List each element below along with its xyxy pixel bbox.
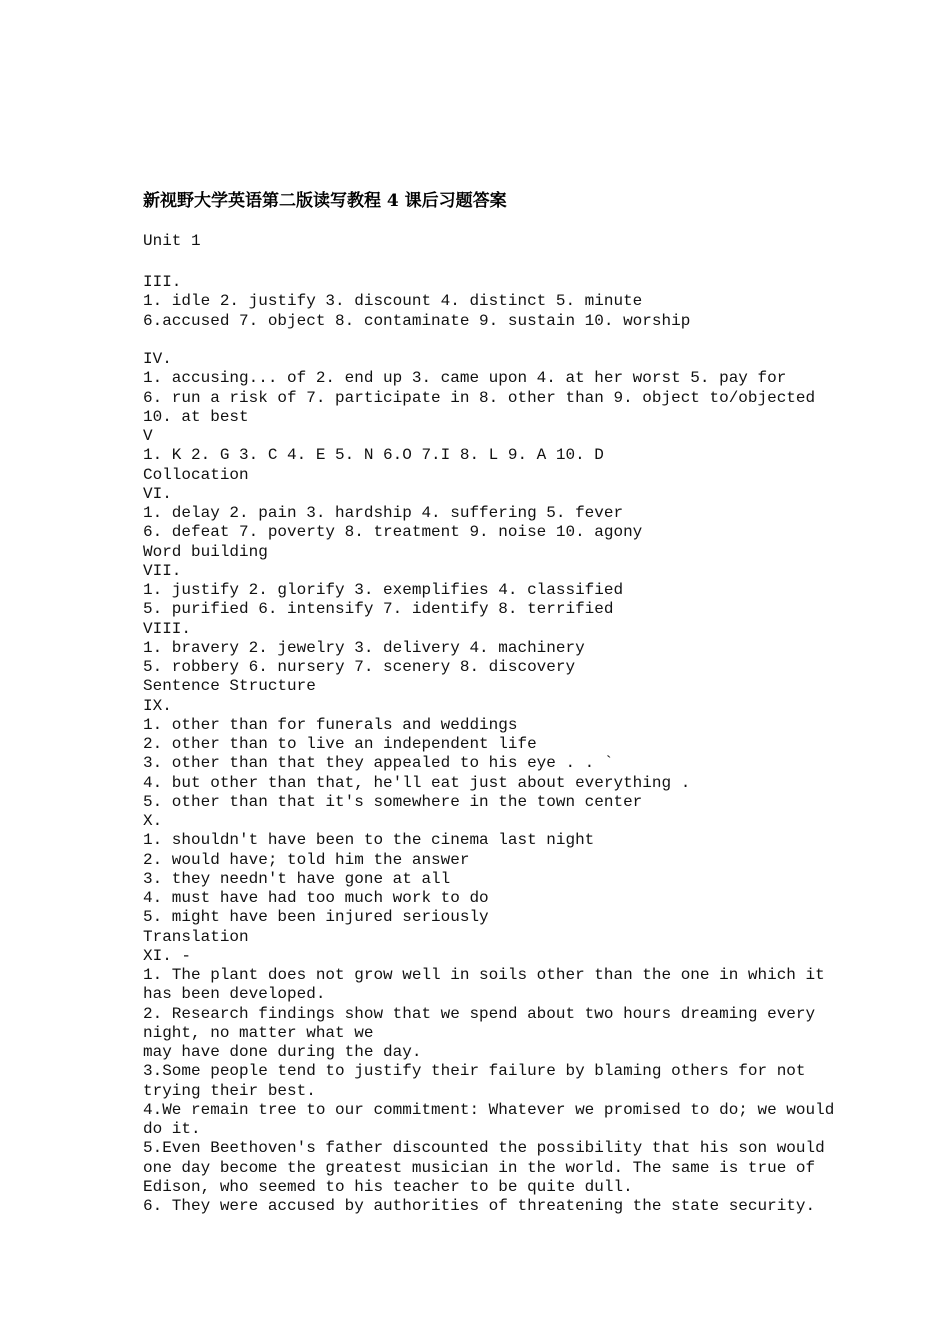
blank-line	[143, 331, 833, 350]
text-line: 2. other than to live an independent life	[143, 735, 537, 754]
text-line: Edison, who seemed to his teacher to be quite dull.	[143, 1177, 633, 1196]
text-line: 6. run a risk of 7. participate in 8. other than 9. object to/objected	[143, 388, 816, 407]
document-page	[143, 186, 833, 1216]
text-line: one day become the greatest musician in the world. The same is true of	[143, 1158, 816, 1177]
text-line: do it.	[143, 1120, 201, 1139]
text-line: 4. must have had too much work to do	[143, 889, 489, 908]
text-line: night, no matter what we	[143, 1023, 374, 1042]
text-line: 5. other than that it's somewhere in the town center	[143, 792, 643, 811]
text-line: has been developed.	[143, 985, 326, 1004]
text-line: 1. other than for funerals and weddings	[143, 715, 518, 734]
text-line: Word building	[143, 542, 268, 561]
text-line: 1. delay 2. pain 3. hardship 4. suffering 5. fever	[143, 504, 624, 523]
text-line: IV.	[143, 350, 172, 369]
text-line: 1. The plant does not grow well in soils other than the one in which it	[143, 966, 825, 985]
text-line: 6. They were accused by authorities of threatening the state security.	[143, 1197, 816, 1216]
text-line: 1. K 2. G 3. C 4. E 5. N 6.O 7.I 8. L 9. A 10. D	[143, 446, 604, 465]
text-line: Sentence Structure	[143, 677, 316, 696]
answer-text-body	[143, 273, 833, 1216]
text-line: VIII.	[143, 619, 192, 638]
text-line: III.	[143, 273, 182, 292]
text-line: trying their best.	[143, 1081, 316, 1100]
text-line: 2. Research findings show that we spend about two hours dreaming every	[143, 1004, 816, 1023]
text-line: Translation	[143, 927, 249, 946]
text-line: V	[143, 427, 153, 446]
text-line: 5. might have been injured seriously	[143, 908, 489, 927]
text-line: 4.We remain tree to our commitment: Whatever we promised to do; we would	[143, 1100, 835, 1119]
text-line: VI.	[143, 484, 172, 503]
text-line: 1. bravery 2. jewelry 3. delivery 4. machinery	[143, 638, 585, 657]
text-line: 6. defeat 7. poverty 8. treatment 9. noise 10. agony	[143, 523, 643, 542]
text-line: 3. other than that they appealed to his eye . . `	[143, 754, 614, 773]
text-line: 3. they needn't have gone at all	[143, 869, 451, 888]
document-title: 新视野大学英语第二版读写教程 4 课后习题答案	[143, 191, 507, 211]
unit-heading: Unit 1	[143, 232, 201, 250]
text-line: 1. justify 2. glorify 3. exemplifies 4. classified	[143, 581, 624, 600]
text-line: 5. robbery 6. nursery 7. scenery 8. discovery	[143, 658, 576, 677]
text-line: X.	[143, 812, 163, 831]
text-line: IX.	[143, 696, 172, 715]
text-line: 1. accusing... of 2. end up 3. came upon 4. at her worst 5. pay for	[143, 369, 787, 388]
text-line: Collocation	[143, 465, 249, 484]
text-line: 2. would have; told him the answer	[143, 850, 470, 869]
text-line: 6.accused 7. object 8. contaminate 9. sustain 10. worship	[143, 311, 691, 330]
text-line: 5. purified 6. intensify 7. identify 8. terrified	[143, 600, 614, 619]
text-line: VII.	[143, 561, 182, 580]
text-line: 5.Even Beethoven's father discounted the possibility that his son would	[143, 1139, 825, 1158]
text-line: 10. at best	[143, 407, 249, 426]
text-line: 3.Some people tend to justify their failure by blaming others for not	[143, 1062, 806, 1081]
text-line: 4. but other than that, he'll eat just about everything .	[143, 773, 691, 792]
text-line: may have done during the day.	[143, 1043, 422, 1062]
text-line: 1. shouldn't have been to the cinema last night	[143, 831, 595, 850]
text-line: XI. -	[143, 946, 192, 965]
text-line: 1. idle 2. justify 3. discount 4. distinct 5. minute	[143, 292, 643, 311]
